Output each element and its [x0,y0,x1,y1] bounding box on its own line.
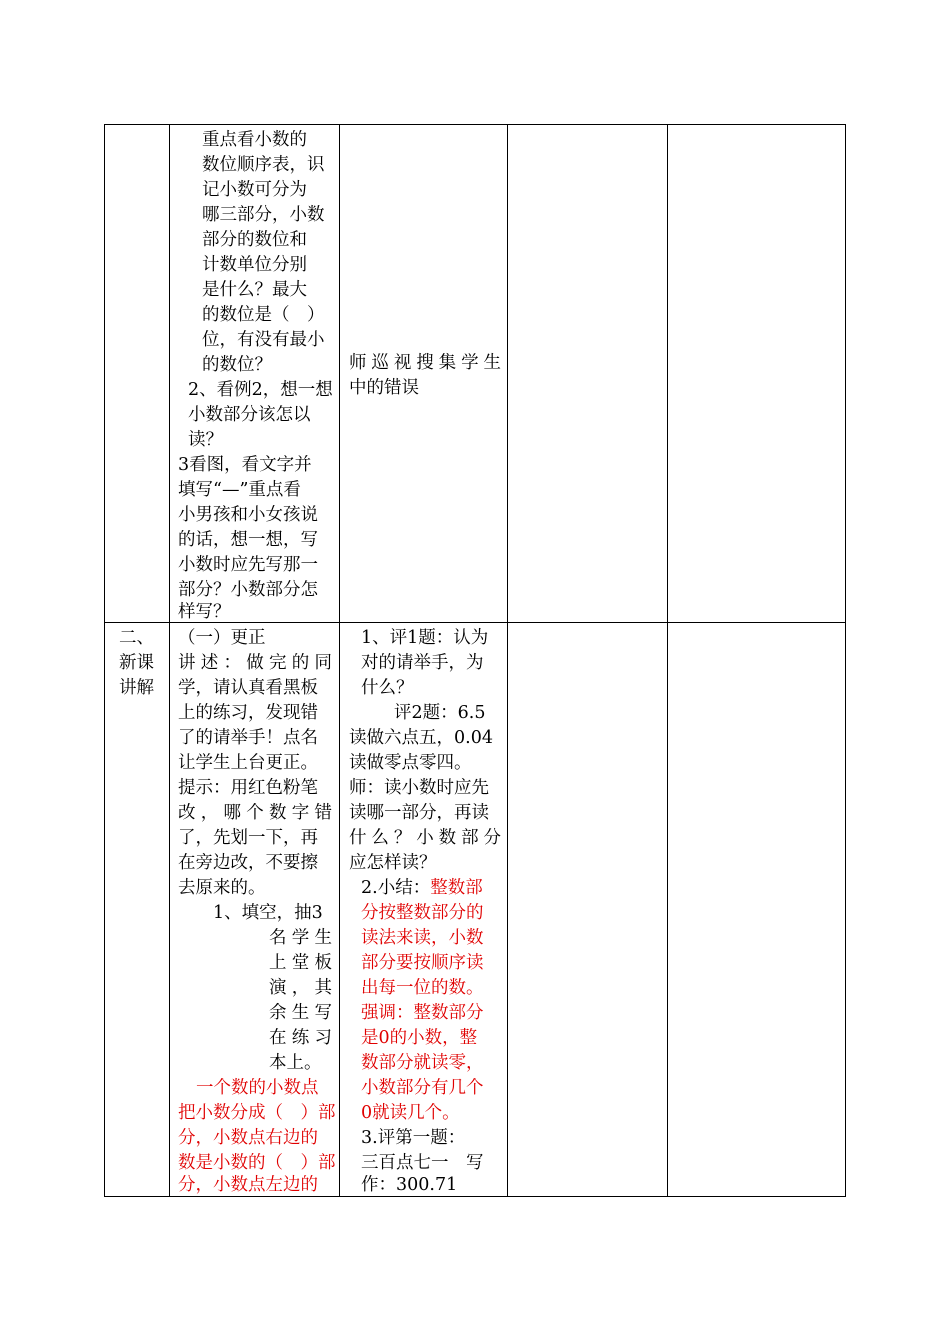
text-line: 位，有没有最小 [202,330,325,350]
text-line: 读哪一部分，再读 [349,803,489,823]
text-line: 重点看小数的 [202,130,307,150]
column-divider [667,125,668,1196]
text-line: 提示：用红色粉笔 [178,778,318,798]
text-line: 1、填空，抽3 [213,903,323,923]
text-line: 本上。 [269,1053,322,1073]
highlighted-text-line: 是0的小数，整 [361,1028,478,1048]
summary-label: 2.小结： [361,878,431,898]
text-line: 什么？小数部分 [349,828,501,848]
text-line: 让学生上台更正。 [178,753,318,773]
text-line: 的数位是（ ） [202,305,325,325]
column-divider [507,125,508,1196]
highlighted-text-line: 强调：整数部分 [361,1003,484,1023]
text-line: 学，请认真看黑板 [178,678,318,698]
text-line: 读做零点零四。 [349,753,472,773]
highlighted-text-line: 分，小数点右边的 [178,1128,318,1148]
text-line: 的话，想一想，写 [178,530,318,550]
text-line: 数位顺序表，识 [202,155,325,175]
text-line: 是什么？最大 [202,280,307,300]
text-line: 讲述：做完的同 [178,653,332,673]
highlighted-text-line: 读法来读，小数 [361,928,484,948]
text-line: 小男孩和小女孩说 [178,505,318,525]
text-line: 1、评1题：认为 [361,628,489,648]
text-line: 3看图，看文字并 [178,455,312,475]
highlighted-text-line: 分按整数部分的 [361,903,484,923]
column-divider [339,125,340,1196]
text-line: 余生写 [269,1003,332,1023]
text-line: 上的练习，发现错 [178,703,318,723]
highlighted-text-line: 数部分就读零， [361,1053,484,1073]
text-line: 上堂板 [269,953,332,973]
text-line: 师巡视搜集学生 [349,353,501,373]
text-line: 计数单位分别 [202,255,307,275]
text-line: 了的请举手！点名 [178,728,318,748]
text-line: 三百点七一 写 [361,1153,484,1173]
text-line: 3.评第一题： [361,1128,466,1148]
section-label: 新课 [119,653,154,673]
text-line: 读做六点五，0.04 [349,728,493,748]
highlighted-text-line: 分，小数点左边的 [178,1175,318,1195]
text-line: 演，其 [269,978,332,998]
highlighted-text-line: 把小数分成（ ）部 [178,1103,336,1123]
highlighted-text-line: 出每一位的数。 [361,978,484,998]
text-line: 记小数可分为 [202,180,307,200]
text-line: 读？ [188,430,223,450]
text-line: （一）更正 [178,628,266,648]
summary-line [361,876,483,900]
text-line: 在练习 [269,1028,332,1048]
text-line: 小数部分该怎以 [188,405,311,425]
highlighted-text-line: 一个数的小数点 [196,1078,319,1098]
text-line: 中的错误 [349,378,419,398]
text-line: 填写“—”重点看 [178,480,301,500]
summary-highlight: 整数部 [430,878,483,898]
text-line: 哪三部分，小数 [202,205,325,225]
highlighted-text-line: 小数部分有几个 [361,1078,484,1098]
text-line: 改，哪个数字错 [178,803,332,823]
text-line: 了，先划一下，再 [178,828,318,848]
text-line: 师：读小数时应先 [349,778,489,798]
highlighted-text-line: 部分要按顺序读 [361,953,484,973]
text-line: 2、看例2，想一想 [188,380,333,400]
highlighted-text-line: 数是小数的（ ）部 [178,1153,336,1173]
text-line: 评2题：6.5 [394,703,486,723]
column-divider [169,125,170,1196]
text-line: 的数位？ [202,355,272,375]
text-line: 什么？ [361,678,414,698]
lesson-plan-table [104,124,846,1197]
section-label: 讲解 [119,678,154,698]
row-divider [105,622,845,623]
highlighted-text-line: 0就读几个。 [361,1103,460,1123]
text-line: 应怎样读？ [349,853,437,873]
text-line: 小数时应先写那一 [178,555,318,575]
section-label: 二、 [119,628,154,648]
text-line: 去原来的。 [178,878,266,898]
text-line: 部分的数位和 [202,230,307,250]
text-line: 作：300.71 [361,1175,458,1195]
text-line: 样写？ [178,602,231,622]
text-line: 部分？小数部分怎 [178,580,318,600]
text-line: 在旁边改，不要擦 [178,853,318,873]
text-line: 对的请举手，为 [361,653,484,673]
text-line: 名学生 [269,928,332,948]
